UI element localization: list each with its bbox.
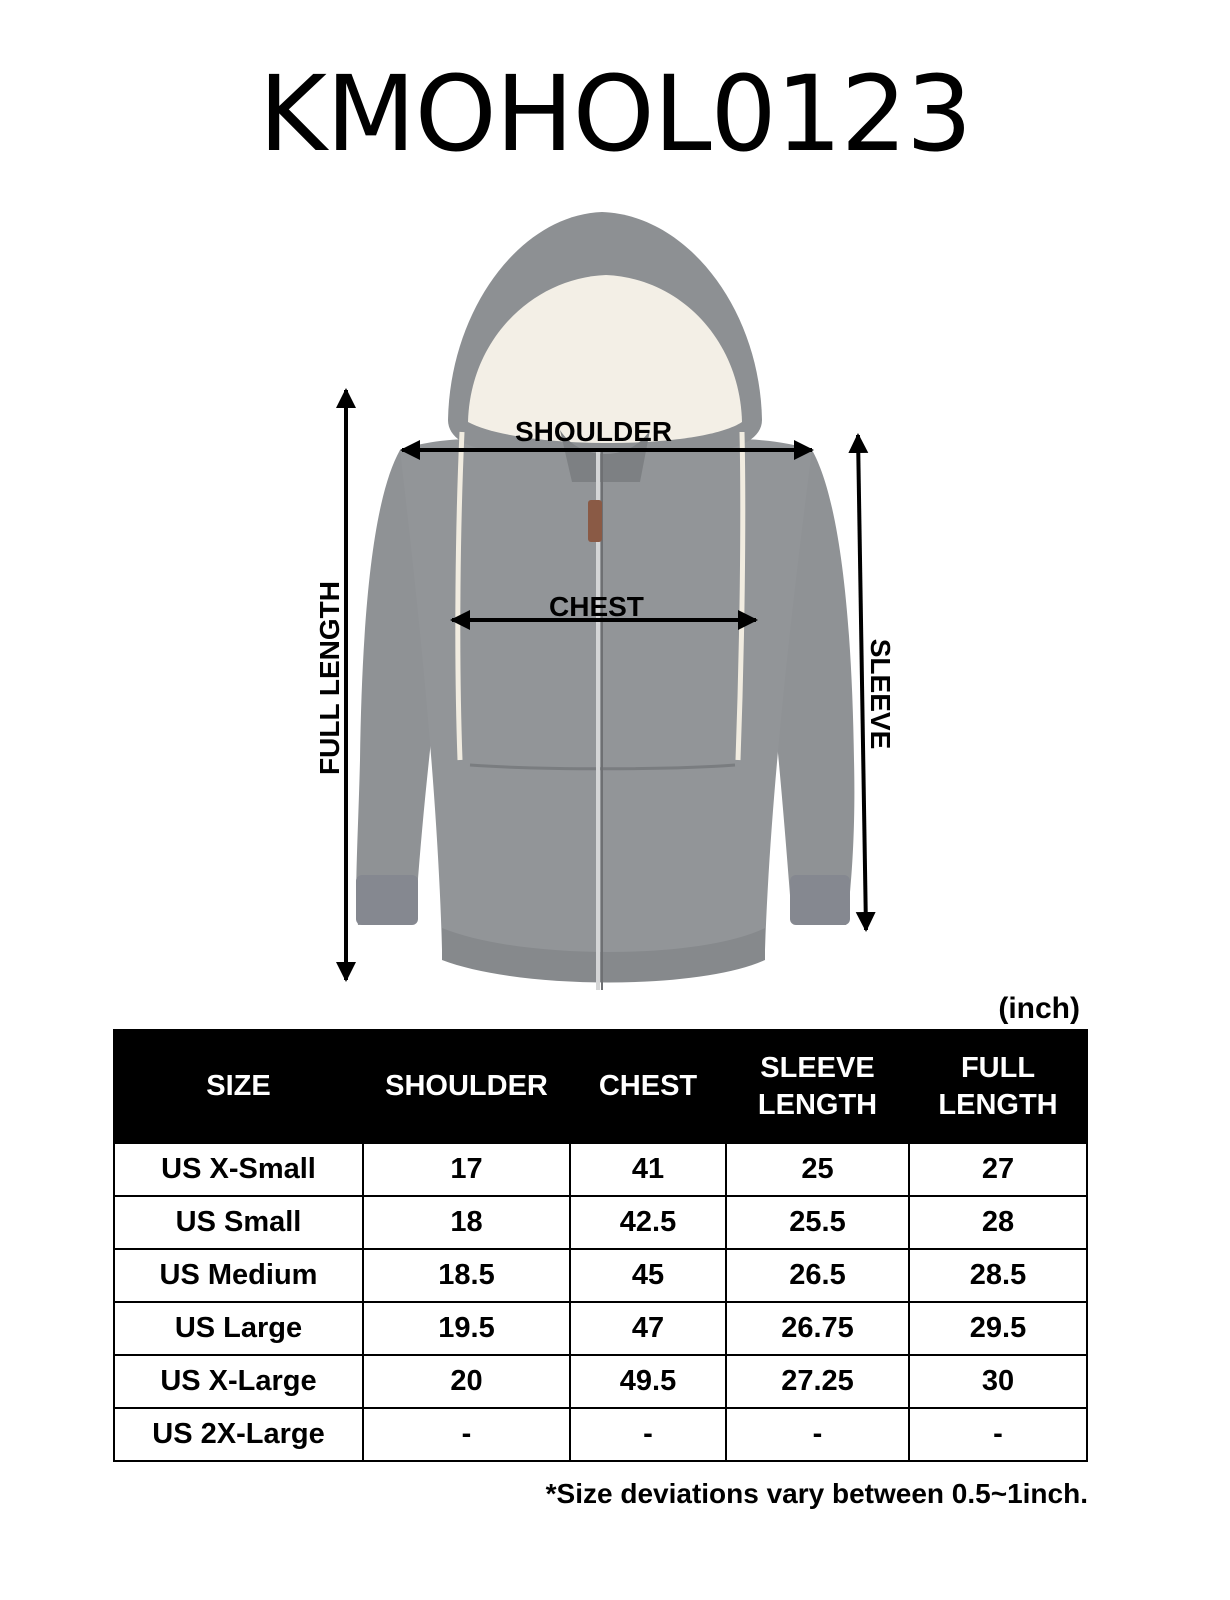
table-row	[114, 1355, 1087, 1408]
cell-chest: 42.5	[570, 1196, 726, 1249]
cell-chest: -	[570, 1408, 726, 1461]
table-row	[114, 1143, 1087, 1196]
chest-label: CHEST	[549, 591, 644, 622]
cell-size: US Small	[114, 1196, 363, 1249]
full-length-label: FULL LENGTH	[314, 581, 345, 775]
cell-shoulder: 18	[363, 1196, 570, 1249]
unit-label: (inch)	[998, 992, 1080, 1025]
header-sleeve-length: SLEEVE LENGTH	[726, 1030, 909, 1143]
cell-full-length: 27	[909, 1143, 1087, 1196]
size-chart-table	[113, 1029, 1088, 1462]
cell-shoulder: -	[363, 1408, 570, 1461]
cell-full-length: 28	[909, 1196, 1087, 1249]
table-row	[114, 1302, 1087, 1355]
hoodie-measurement-figure	[0, 200, 1230, 1000]
cell-chest: 45	[570, 1249, 726, 1302]
table-header-row	[114, 1030, 1087, 1143]
cell-size: US 2X-Large	[114, 1408, 363, 1461]
cell-shoulder: 19.5	[363, 1302, 570, 1355]
shoulder-label: SHOULDER	[515, 416, 673, 447]
cell-size: US X-Small	[114, 1143, 363, 1196]
size-deviation-note: *Size deviations vary between 0.5~1inch.	[545, 1478, 1088, 1509]
header-size: SIZE	[114, 1030, 363, 1143]
table-row	[114, 1249, 1087, 1302]
cell-full-length: 30	[909, 1355, 1087, 1408]
cell-sleeve-length: 25	[726, 1143, 909, 1196]
header-chest: CHEST	[570, 1030, 726, 1143]
cell-sleeve-length: 25.5	[726, 1196, 909, 1249]
cell-full-length: 29.5	[909, 1302, 1087, 1355]
cell-shoulder: 20	[363, 1355, 570, 1408]
cell-shoulder: 18.5	[363, 1249, 570, 1302]
cell-full-length: 28.5	[909, 1249, 1087, 1302]
cell-shoulder: 17	[363, 1143, 570, 1196]
cell-chest: 49.5	[570, 1355, 726, 1408]
cell-chest: 41	[570, 1143, 726, 1196]
table-row	[114, 1196, 1087, 1249]
cell-full-length: -	[909, 1408, 1087, 1461]
sleeve-label: SLEEVE	[865, 638, 896, 750]
table-row	[114, 1408, 1087, 1461]
cell-size: US Medium	[114, 1249, 363, 1302]
cell-sleeve-length: 26.5	[726, 1249, 909, 1302]
cell-sleeve-length: 27.25	[726, 1355, 909, 1408]
cell-size: US Large	[114, 1302, 363, 1355]
header-full-length: FULL LENGTH	[909, 1030, 1087, 1143]
header-shoulder: SHOULDER	[363, 1030, 570, 1143]
product-code-title: KMOHOL0123	[258, 53, 972, 175]
cell-chest: 47	[570, 1302, 726, 1355]
cell-sleeve-length: 26.75	[726, 1302, 909, 1355]
cell-sleeve-length: -	[726, 1408, 909, 1461]
cell-size: US X-Large	[114, 1355, 363, 1408]
